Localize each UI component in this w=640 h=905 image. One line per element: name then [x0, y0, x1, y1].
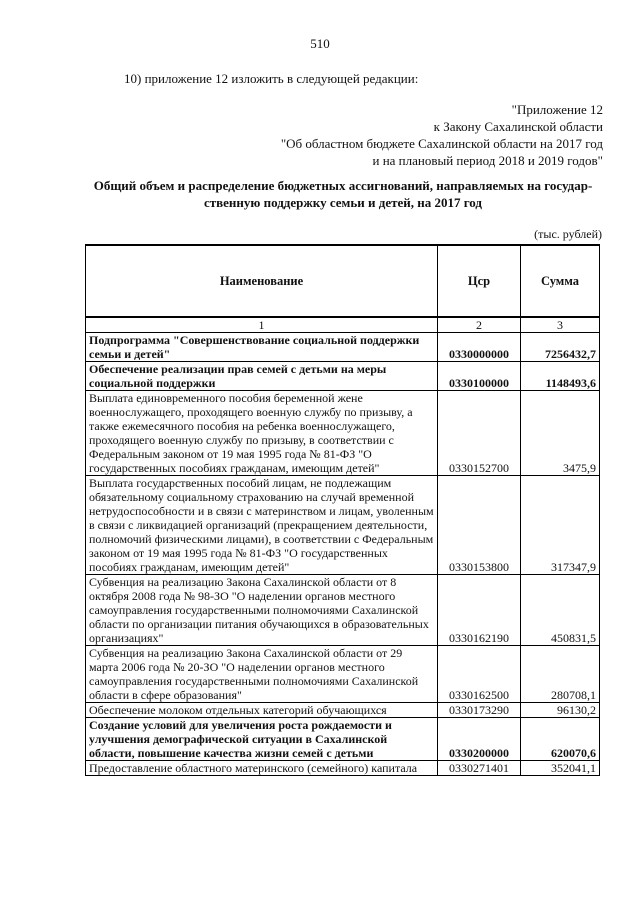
row-code: 0330162500 [438, 646, 521, 703]
column-number: 3 [521, 317, 600, 333]
row-amount: 1148493,6 [521, 362, 600, 391]
table-row [86, 646, 600, 703]
row-amount: 3475,9 [521, 391, 600, 476]
row-code: 0330200000 [438, 718, 521, 761]
page-number: 510 [310, 36, 330, 51]
row-amount: 620070,6 [521, 718, 600, 761]
annex-line: "Приложение 12 [511, 102, 603, 117]
row-code: 0330271401 [438, 761, 521, 776]
document-title [86, 177, 600, 211]
row-amount: 317347,9 [521, 476, 600, 575]
row-name: Предоставление областного материнского (семейного) капитала [86, 761, 438, 776]
column-number-row [86, 317, 600, 333]
table-header-row [86, 245, 600, 317]
title-line: ственную поддержку семьи и детей, на 2017 год [203, 195, 483, 210]
budget-table [85, 244, 600, 776]
column-number: 1 [86, 317, 438, 333]
row-code: 0330153800 [438, 476, 521, 575]
table-row [86, 718, 600, 761]
annex-heading [281, 101, 603, 169]
annex-line: "Об областном бюджете Сахалинской области на 2017 год [280, 136, 603, 151]
row-name: Обеспечение молоком отдельных категорий обучающихся [86, 703, 438, 718]
row-name: Выплата государственных пособий лицам, не подлежащим обязательному социальному страхованию на случай временной нетрудоспособности и в связи с материнством и лицам, уволенным в связи с ликвидацией организаций (прекращением деятельности, полномочий физическими лицами), в соответствии с Федеральным законом от 19 мая 1995 года № 81-ФЗ "О государственных пособиях гражданам, имеющим детей" [86, 476, 438, 575]
annex-line: и на плановый период 2018 и 2019 годов" [372, 153, 603, 168]
row-code: 0330162190 [438, 575, 521, 646]
annex-line: к Закону Сахалинской области [433, 119, 603, 134]
row-amount: 450831,5 [521, 575, 600, 646]
amendment-instruction: 10) приложение 12 изложить в следующей редакции: [124, 71, 419, 86]
table-row [86, 333, 600, 362]
table-row [86, 476, 600, 575]
row-name: Подпрограмма "Совершенствование социальной поддержки семьи и детей" [86, 333, 438, 362]
row-name: Создание условий для увеличения роста рождаемости и улучшения демографической ситуации в Сахалинской области, повышение качества жизни семей с детьми [86, 718, 438, 761]
row-code: 0330152700 [438, 391, 521, 476]
row-name: Обеспечение реализации прав семей с детьми на меры социальной поддержки [86, 362, 438, 391]
header-code: Цср [438, 245, 521, 317]
header-name: Наименование [86, 245, 438, 317]
table-row [86, 703, 600, 718]
table-row [86, 761, 600, 776]
row-code: 0330173290 [438, 703, 521, 718]
row-name: Субвенция на реализацию Закона Сахалинской области от 29 марта 2006 года № 20-ЗО "О наделении органов местного самоуправления государственными полномочиями Сахалинской области в сфере образования" [86, 646, 438, 703]
column-number: 2 [438, 317, 521, 333]
units-label: (тыс. рублей) [534, 227, 602, 241]
title-line: Общий объем и распределение бюджетных ассигнований, направляемых на государ- [93, 178, 593, 193]
row-amount: 280708,1 [521, 646, 600, 703]
row-code: 0330000000 [438, 333, 521, 362]
row-amount: 352041,1 [521, 761, 600, 776]
table-row [86, 391, 600, 476]
row-code: 0330100000 [438, 362, 521, 391]
row-amount: 7256432,7 [521, 333, 600, 362]
row-name: Выплата единовременного пособия беременной жене военнослужащего, проходящего военную службу по призыву, а также ежемесячного пособия на ребенка военнослужащего, проходящего военную службу по призыву, в соответствии с Федеральным законом от 19 мая 1995 года № 81-ФЗ "О государственных пособиях гражданам, имеющим детей" [86, 391, 438, 476]
header-amount: Сумма [521, 245, 600, 317]
table-row [86, 575, 600, 646]
row-name: Субвенция на реализацию Закона Сахалинской области от 8 октября 2008 года № 98-ЗО "О наделении органов местного самоуправления государственными полномочиями Сахалинской области по организации питания обучающихся в образовательных организациях" [86, 575, 438, 646]
row-amount: 96130,2 [521, 703, 600, 718]
table-row [86, 362, 600, 391]
